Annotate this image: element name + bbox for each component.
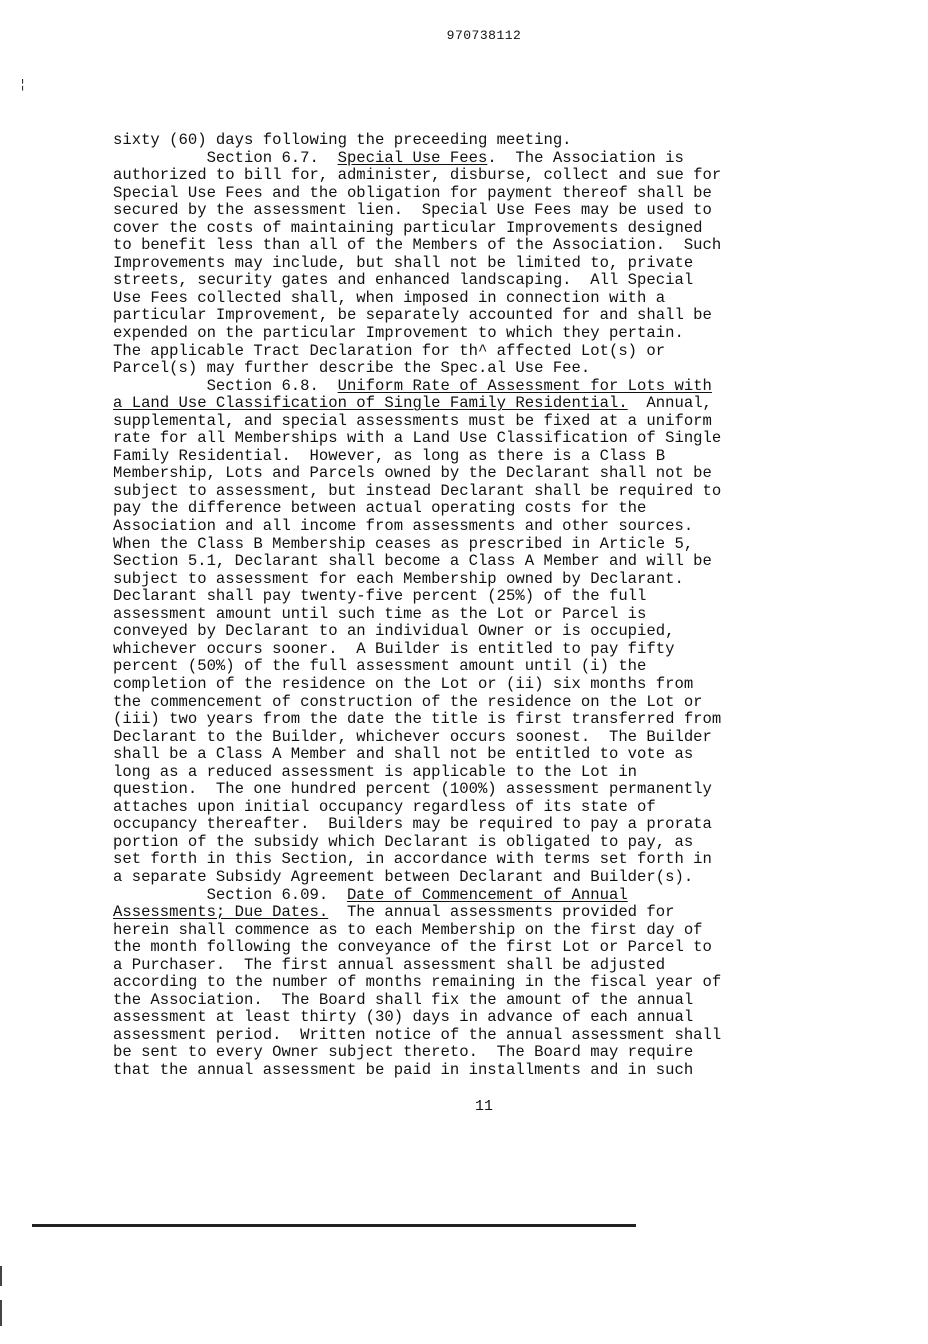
text-line: the month following the conveyance of the first Lot or Parcel to <box>113 938 712 957</box>
text-line: Association and all income from assessments and other sources. <box>113 517 694 536</box>
text-line: Improvements may include, but shall not be limited to, private <box>113 253 694 272</box>
text-line: rate for all Memberships with a Land Use Classification of Single <box>113 429 722 448</box>
text-line: Parcel(s) may further describe the Spec.al Use Fee. <box>113 359 591 378</box>
document-number: 970738112 <box>446 28 522 43</box>
text-line: occupancy thereafter. Builders may be required to pay a prorata <box>113 815 712 834</box>
horizontal-rule <box>32 1224 636 1227</box>
text-line: secured by the assessment lien. Special Use Fees may be used to <box>113 201 712 220</box>
section-6-8-line <box>113 378 858 396</box>
text-line: whichever occurs sooner. A Builder is entitled to pay fifty <box>113 639 675 658</box>
text-line: completion of the residence on the Lot or (ii) six months from <box>113 674 694 693</box>
text-line: Membership, Lots and Parcels owned by the Declarant shall not be <box>113 464 712 483</box>
text-line: When the Class B Membership ceases as prescribed in Article 5, <box>113 534 694 553</box>
text-fragment: The annual assessments provided for <box>328 903 675 922</box>
section-6-8-heading-cont: a Land Use Classification of Single Family Residential. <box>113 394 628 413</box>
text-line: Use Fees collected shall, when imposed in connection with a <box>113 288 666 307</box>
text-line: particular Improvement, be separately accounted for and shall be <box>113 306 712 325</box>
section-6-7-line <box>113 150 858 168</box>
body-text <box>113 132 858 1080</box>
text-line: streets, security gates and enhanced landscaping. All Special <box>113 271 694 290</box>
section-6-09-heading: Date of Commencement of Annual <box>346 885 628 904</box>
text-line: subject to assessment for each Membership owned by Declarant. <box>113 569 684 588</box>
text-line: (iii) two years from the date the title is first transferred from <box>113 710 722 729</box>
text-line: supplemental, and special assessments must be fixed at a uniform <box>113 411 712 430</box>
text-line: sixty (60) days following the preceeding meeting. <box>113 131 572 149</box>
text-line: conveyed by Declarant to an individual Owner or is occupied, <box>113 622 675 641</box>
text-line: Special Use Fees and the obligation for payment thereof shall be <box>113 183 712 202</box>
text-line: long as a reduced assessment is applicable to the Lot in <box>113 762 638 781</box>
text-line: assessment period. Written notice of the annual assessment shall <box>113 1025 722 1044</box>
text-line: percent (50%) of the full assessment amount until (i) the <box>113 657 647 676</box>
section-6-8-line-2 <box>113 395 858 413</box>
page-number: 11 <box>474 1098 493 1115</box>
text-line: authorized to bill for, administer, disburse, collect and sue for <box>113 166 722 185</box>
text-line: question. The one hundred percent (100%) assessment permanently <box>113 780 712 799</box>
section-label: Section 6.09. <box>113 885 347 904</box>
text-line: portion of the subsidy which Declarant is obligated to pay, as <box>113 832 694 851</box>
section-6-8-heading: Uniform Rate of Assessment for Lots with <box>337 376 712 395</box>
text-fragment: Annual, <box>627 394 712 413</box>
text-line: a Purchaser. The first annual assessment shall be adjusted <box>113 955 666 974</box>
text-line: attaches upon initial occupancy regardless of its state of <box>113 797 656 816</box>
text-line: set forth in this Section, in accordance with terms set forth in <box>113 850 712 869</box>
text-line: expended on the particular Improvement to which they pertain. <box>113 324 684 343</box>
section-6-09-heading-cont: Assessments; Due Dates. <box>113 903 329 922</box>
text-line: assessment at least thirty (30) days in advance of each annual <box>113 1008 694 1027</box>
text-line: according to the number of months remaining in the fiscal year of <box>113 973 722 992</box>
section-6-09-line <box>113 887 858 905</box>
text-line: Section 5.1, Declarant shall become a Class A Member and will be <box>113 552 712 571</box>
text-fragment: . The Association is <box>487 148 684 167</box>
section-label: Section 6.8. <box>113 376 338 395</box>
text-line: pay the difference between actual operating costs for the <box>113 499 647 518</box>
text-line: Family Residential. However, as long as there is a Class B <box>113 446 666 465</box>
text-line: the Association. The Board shall fix the amount of the annual <box>113 990 694 1009</box>
text-line: subject to assessment, but instead Declarant shall be required to <box>113 481 722 500</box>
edge-mark <box>0 1300 2 1326</box>
section-label: Section 6.7. <box>113 148 338 167</box>
text-line: the commencement of construction of the residence on the Lot or <box>113 692 703 711</box>
text-line: assessment amount until such time as the Lot or Parcel is <box>113 604 647 623</box>
text-line: to benefit less than all of the Members of the Association. Such <box>113 236 722 255</box>
text-line: shall be a Class A Member and shall not be entitled to vote as <box>113 745 694 764</box>
margin-mark: ¦ <box>19 78 27 92</box>
section-6-7-heading: Special Use Fees <box>337 148 488 167</box>
edge-mark <box>0 1266 2 1286</box>
text-line: Declarant shall pay twenty-five percent (25%) of the full <box>113 587 647 606</box>
text-line: cover the costs of maintaining particular Improvements designed <box>113 218 703 237</box>
text-line: a separate Subsidy Agreement between Declarant and Builder(s). <box>113 867 694 886</box>
section-6-09-line-2 <box>113 904 858 922</box>
text-line: Declarant to the Builder, whichever occurs soonest. The Builder <box>113 727 712 746</box>
text-line: that the annual assessment be paid in installments and in such <box>113 1060 694 1079</box>
text-line: herein shall commence as to each Membership on the first day of <box>113 920 703 939</box>
text-line: be sent to every Owner subject thereto. The Board may require <box>113 1043 694 1062</box>
text-line: The applicable Tract Declaration for th^ affected Lot(s) or <box>113 341 666 360</box>
